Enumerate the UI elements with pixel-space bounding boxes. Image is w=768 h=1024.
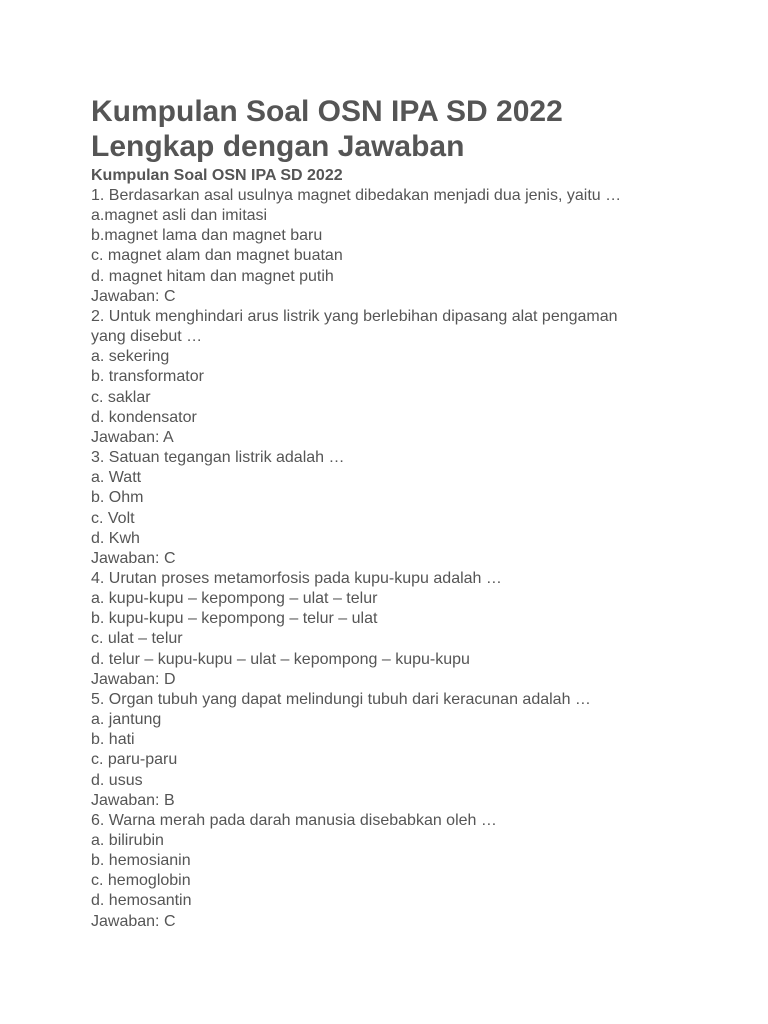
answer-option: b. Ohm xyxy=(91,489,144,507)
answer-key: Jawaban: C xyxy=(91,549,176,567)
answer-option: d. telur – kupu-kupu – ulat – kepompong – kupu-kupu xyxy=(91,650,470,668)
answer-option: d. kondensator xyxy=(91,408,197,426)
answer-option: b. hati xyxy=(91,731,135,749)
answer-key: Jawaban: B xyxy=(91,791,175,809)
question-text: yang disebut … xyxy=(91,328,203,346)
question-text: 2. Untuk menghindari arus listrik yang berlebihan dipasang alat pengaman xyxy=(91,307,618,325)
answer-option: c. hemoglobin xyxy=(91,872,191,890)
answer-option: d. usus xyxy=(91,771,143,789)
answer-option: a.magnet asli dan imitasi xyxy=(91,207,268,225)
answer-option: b. transformator xyxy=(91,368,204,386)
answer-option: a. jantung xyxy=(91,711,162,729)
answer-key: Jawaban: C xyxy=(91,287,176,305)
question-text: 1. Berdasarkan asal usulnya magnet dibedakan menjadi dua jenis, yaitu … xyxy=(91,187,622,204)
answer-option: b.magnet lama dan magnet baru xyxy=(91,227,323,245)
question-text: 5. Organ tubuh yang dapat melindungi tubuh dari keracunan adalah … xyxy=(91,690,591,708)
answer-option: c. Volt xyxy=(91,509,135,527)
answer-option: c. ulat – telur xyxy=(91,630,183,648)
question-text: 3. Satuan tegangan listrik adalah … xyxy=(91,449,345,467)
document-title xyxy=(91,94,691,164)
answer-option: b. kupu-kupu – kepompong – telur – ulat xyxy=(91,610,378,628)
question-text: 6. Warna merah pada darah manusia disebabkan oleh … xyxy=(91,811,497,829)
title-line-2: Lengkap dengan Jawaban xyxy=(91,130,465,163)
answer-option: d. magnet hitam dan magnet putih xyxy=(91,267,334,285)
answer-option: a. kupu-kupu – kepompong – ulat – telur xyxy=(91,590,378,608)
answer-option: b. hemosianin xyxy=(91,852,191,870)
document-subtitle: Kumpulan Soal OSN IPA SD 2022 xyxy=(91,167,343,184)
answer-option: d. Kwh xyxy=(91,529,140,547)
answer-option: c. paru-paru xyxy=(91,751,178,769)
answer-option: a. sekering xyxy=(91,348,170,366)
answer-option: a. Watt xyxy=(91,469,142,487)
answer-option: c. magnet alam dan magnet buatan xyxy=(91,247,343,265)
answer-key: Jawaban: C xyxy=(91,912,176,930)
question-text: 4. Urutan proses metamorfosis pada kupu-kupu adalah … xyxy=(91,569,502,587)
answer-option: a. bilirubin xyxy=(91,832,164,849)
answer-key: Jawaban: A xyxy=(91,428,174,446)
answer-option: c. saklar xyxy=(91,388,151,406)
answer-key: Jawaban: D xyxy=(91,670,176,688)
document-page xyxy=(91,94,691,932)
title-line-1: Kumpulan Soal OSN IPA SD 2022 xyxy=(91,95,563,128)
answer-option: d. hemosantin xyxy=(91,892,192,910)
question-list xyxy=(91,186,691,932)
